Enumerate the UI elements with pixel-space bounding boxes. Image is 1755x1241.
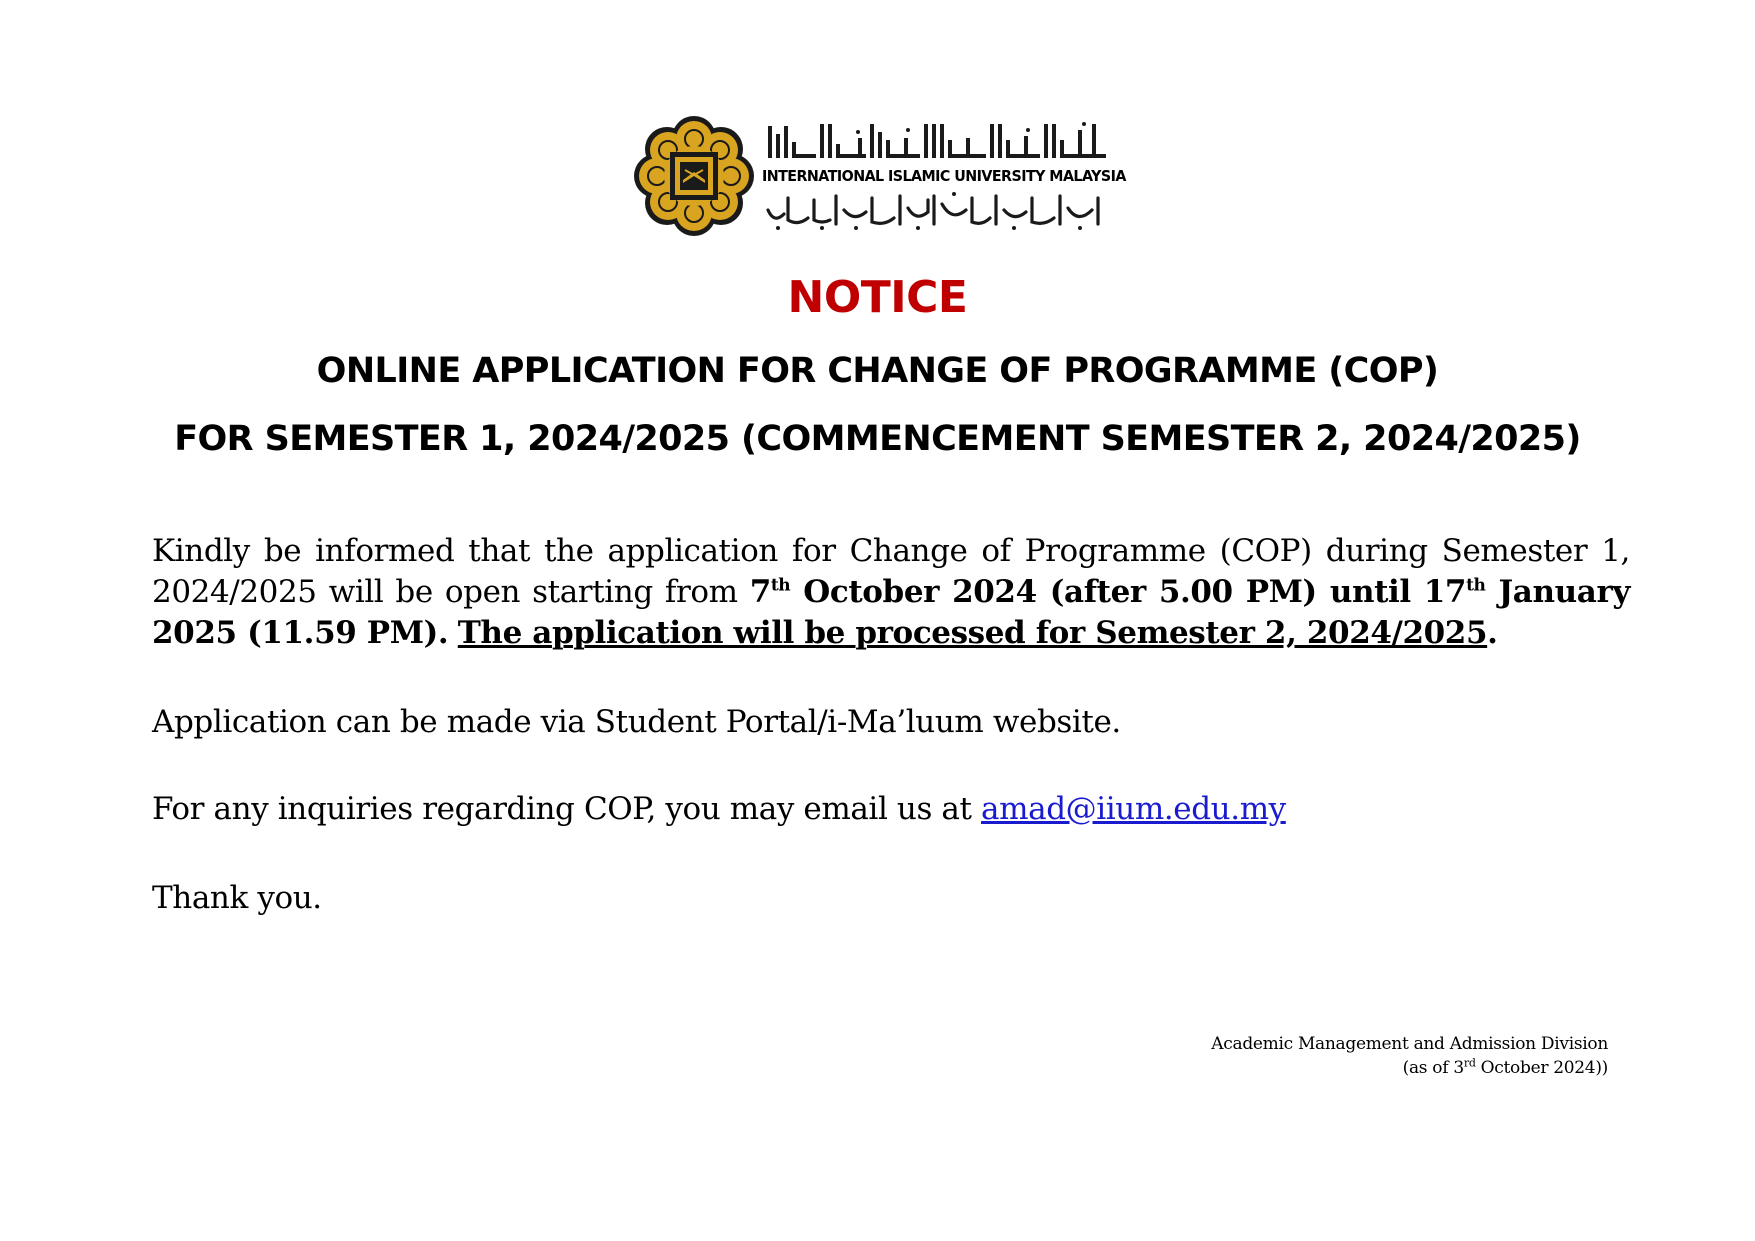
end-day-suffix: th [1466, 575, 1486, 596]
university-logo [634, 116, 1126, 236]
notice-heading-line-1: ONLINE APPLICATION FOR CHANGE OF PROGRAMME (COP) [316, 351, 1439, 391]
university-name-english: INTERNATIONAL ISLAMIC UNIVERSITY MALAYSIA [762, 167, 1126, 185]
signature-date [1000, 1056, 1608, 1080]
contact-email-link[interactable]: amad@iium.edu.my [981, 791, 1286, 827]
signature-division: Academic Management and Admission Division [1211, 1034, 1608, 1054]
start-day-suffix: th [770, 575, 791, 596]
processing-note: The application will be processed for Semester 2, 2024/2025 [457, 615, 1488, 651]
paragraph-application-channel: Application can be made via Student Portal/i-Ma’luum website. [152, 704, 1121, 740]
notice-title: NOTICE [787, 272, 968, 323]
date-rest: October 2024)) [1475, 1058, 1608, 1078]
processing-note-period: . [1487, 615, 1498, 651]
paragraph-application-period [152, 531, 1630, 654]
end-date-rest: January 2025 (11.59 PM). [152, 574, 1630, 651]
application-period-intro: Kindly be informed that the application for Change of Programme (COP) during Semester 1, 2024/2025 will be open starting from [152, 533, 1630, 610]
inquiries-text: For any inquiries regarding COP, you may email us at [152, 791, 982, 827]
date-prefix: (as of 3 [1402, 1058, 1464, 1078]
jawi-name-logotype [762, 190, 1112, 232]
paragraph-inquiries [152, 789, 1630, 830]
start-date-rest: October 2024 (after 5.00 PM) until 17 [790, 574, 1467, 610]
iium-emblem-icon [634, 116, 754, 236]
logo-wordmark [762, 116, 1126, 236]
arabic-name-logotype [762, 120, 1112, 162]
paragraph-thanks: Thank you. [152, 880, 322, 916]
date-suffix: rd [1463, 1056, 1476, 1070]
notice-heading-line-2: FOR SEMESTER 1, 2024/2025 (COMMENCEMENT SEMESTER 2, 2024/2025) [174, 419, 1581, 459]
start-day: 7 [749, 574, 771, 610]
